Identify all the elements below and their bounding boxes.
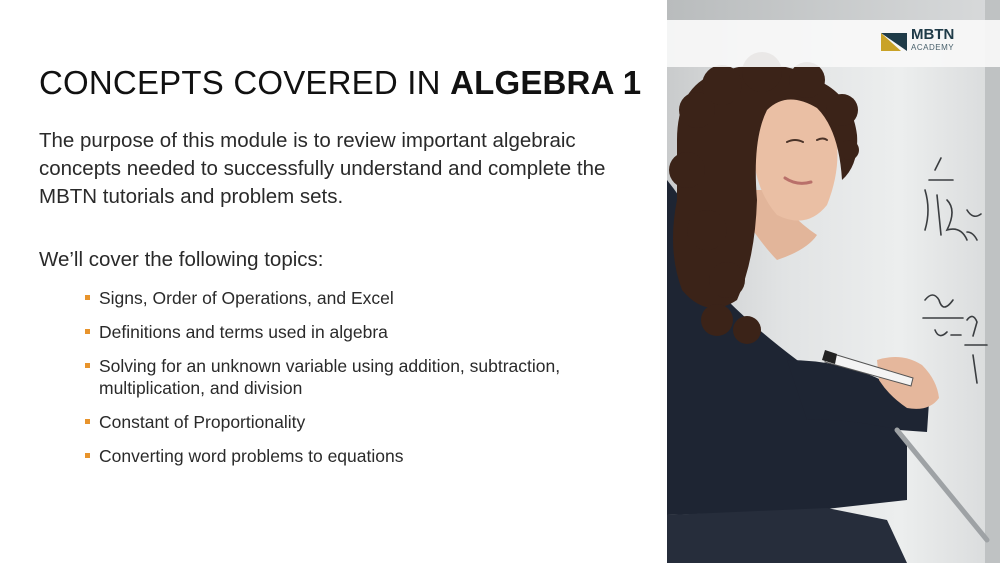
bullet-square-icon <box>85 329 90 334</box>
logo-bar <box>667 20 1000 67</box>
logo-name: MBTN <box>911 26 955 43</box>
bullet-square-icon <box>85 453 90 458</box>
topic-item <box>85 321 615 343</box>
topic-text: Solving for an unknown variable using addition, subtraction, multiplication, and division <box>99 356 561 398</box>
bullet-square-icon <box>85 363 90 368</box>
title-light-text: CONCEPTS COVERED IN <box>39 64 451 101</box>
topic-item <box>85 411 615 433</box>
intro-paragraph: The purpose of this module is to review important algebraic concepts needed to successfully understand and complete the MBTN tutorials and problem sets. <box>39 129 606 208</box>
mbtn-academy-logo <box>881 27 981 59</box>
mbtn-logo-mark-icon <box>881 29 907 55</box>
topic-text: Constant of Proportionality <box>99 412 306 432</box>
topic-text: Signs, Order of Operations, and Excel <box>99 288 394 308</box>
topic-item <box>85 355 615 399</box>
teacher-whiteboard-photo <box>667 0 1000 563</box>
teacher-illustration <box>667 0 1000 563</box>
topic-item <box>85 445 615 467</box>
slide-title <box>39 64 641 102</box>
bullet-square-icon <box>85 419 90 424</box>
topic-text: Converting word problems to equations <box>99 446 404 466</box>
topics-list <box>85 287 615 479</box>
logo-subtitle: ACADEMY <box>911 43 955 52</box>
topic-text: Definitions and terms used in algebra <box>99 322 388 342</box>
bullet-square-icon <box>85 295 90 300</box>
topics-lead-text: We’ll cover the following topics: <box>39 248 324 271</box>
title-bold-text: ALGEBRA 1 <box>450 64 642 101</box>
topic-item <box>85 287 615 309</box>
